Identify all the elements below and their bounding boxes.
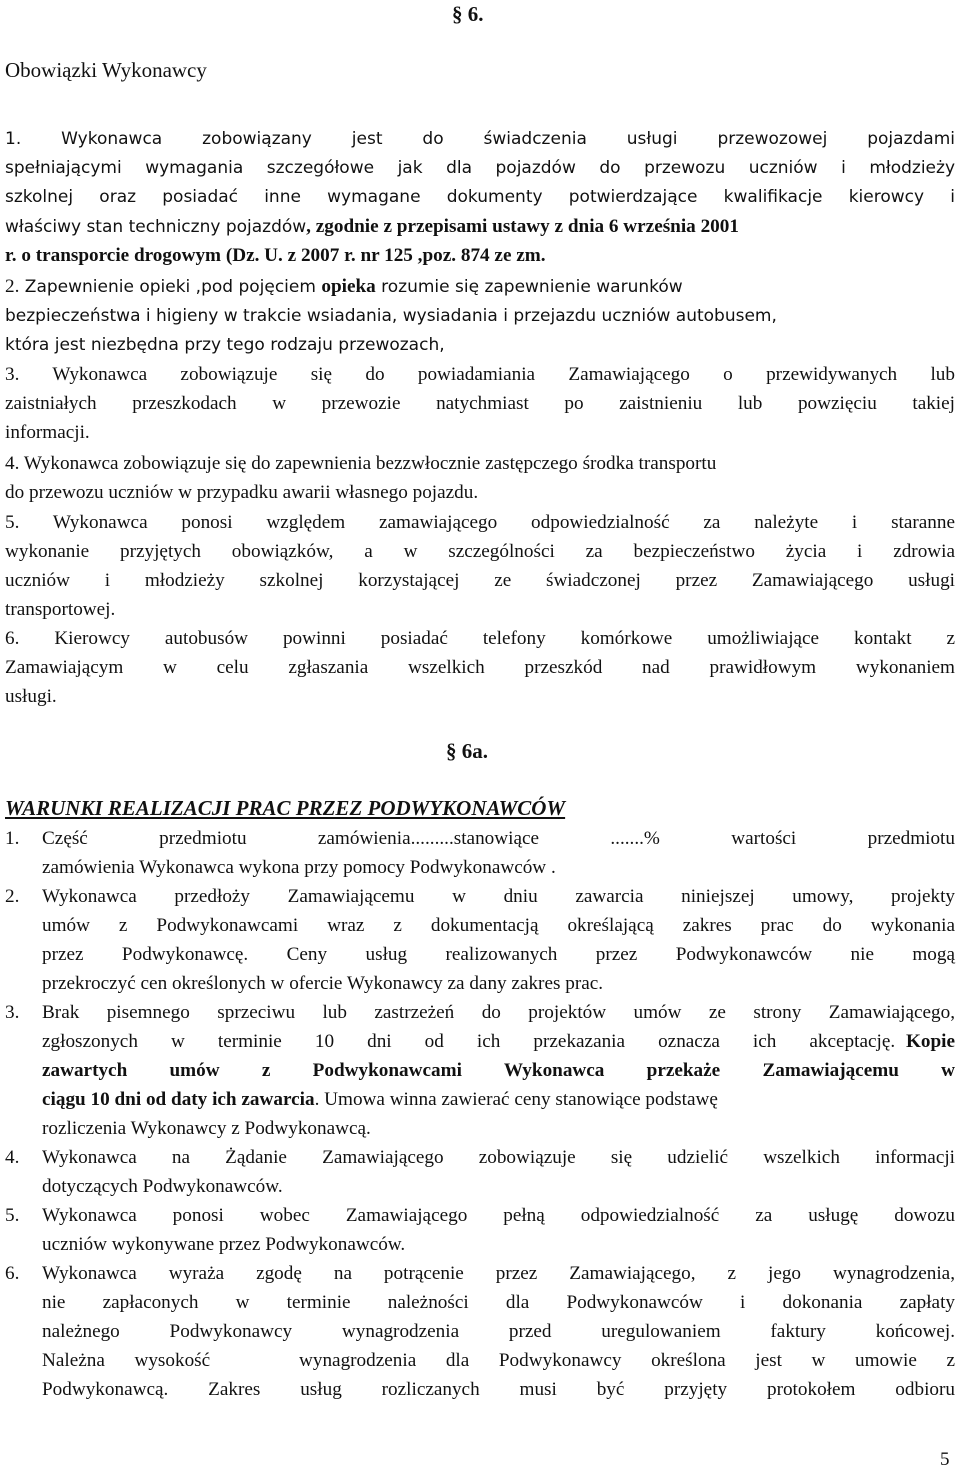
list-item-line: Wykonawca przedłoży Zamawiającemu w dniu zawarcia niniejszej umowy, projekty — [42, 886, 955, 907]
paragraph-2-line — [5, 272, 683, 302]
text-normal: . Umowa winna zawierać ceny stanowiące podstawę — [314, 1089, 718, 1110]
page-number: 5 — [940, 1449, 950, 1470]
paragraph-4-line: do przewozu uczniów w przypadku awarii własnego pojazdu. — [5, 482, 479, 503]
list-item-line: Wykonawca wyraża zgodę na potrącenie przez Zamawiającego, z jego wynagrodzenia, — [42, 1263, 955, 1284]
text-bold: opieka — [321, 276, 376, 297]
list-item-line: zamówienia Wykonawca wykona przy pomocy Podwykonawców . — [42, 857, 556, 878]
list-item-line — [42, 1027, 955, 1056]
list-item-number: 5. — [5, 1205, 20, 1226]
paragraph-1-line — [5, 212, 739, 242]
paragraph-3-line: zaistniałych przeszkodach w przewozie natychmiast po zaistnieniu lub powzięciu takiej — [5, 393, 955, 414]
list-item-line: Wykonawca ponosi wobec Zamawiającego pełną odpowiedzialność za usługę dowozu — [42, 1205, 955, 1226]
list-item-line: rozliczenia Wykonawcy z Podwykonawcą. — [42, 1118, 371, 1139]
paragraph-5-line: uczniów i młodzieży szkolnej korzystającej ze świadczonej przez Zamawiającego usługi — [5, 570, 955, 591]
paragraph-5-line: 5. Wykonawca ponosi względem zamawiającego odpowiedzialność za należyte i staranne — [5, 512, 955, 533]
text-normal: zgłoszonych w terminie 10 dni od ich przekazania oznacza ich akceptację. — [42, 1031, 900, 1052]
list-item-line: umów z Podwykonawcami wraz z dokumentacją określającą zakres prac do wykonania — [42, 915, 955, 936]
list-item-line: przekroczyć cen określonych w ofercie Wykonawcy za dany zakres prac. — [42, 973, 604, 994]
list-item-line: dotyczących Podwykonawców. — [42, 1176, 283, 1197]
paragraph-1-line: r. o transporcie drogowym (Dz. U. z 2007 r. nr 125 ,poz. 874 ze zm. — [5, 245, 546, 266]
list-item-number: 2. — [5, 886, 20, 907]
paragraph-1-line: spełniającymi wymagania szczegółowe jak dla pojazdów do przewozu uczniów i młodzieży — [5, 158, 955, 178]
paragraph-number: 2. — [5, 276, 20, 297]
text-normal: Zapewnienie opieki ,pod pojęciem — [19, 277, 322, 297]
paragraph-6-line: 6. Kierowcy autobusów powinni posiadać telefony komórkowe umożliwiające kontakt z — [5, 628, 955, 649]
list-item-line: Wykonawca na Żądanie Zamawiającego zobowiązuje się udzielić wszelkich informacji — [42, 1147, 955, 1168]
paragraph-2-line: bezpieczeństwa i higieny w trakcie wsiadania, wysiadania i przejazdu uczniów autobusem, — [5, 306, 777, 326]
section-symbol: § 6. — [452, 2, 484, 26]
list-item-line — [42, 1085, 718, 1114]
list-item-line: Podwykonawcą. Zakres usług rozliczanych musi być przyjęty protokołem odbioru — [42, 1379, 955, 1400]
text-bold: ciągu 10 dni od daty ich zawarcia — [42, 1089, 315, 1110]
text-bold: Kopie — [905, 1031, 955, 1052]
list-item-line: Część przedmiotu zamówienia.........stanowiące .......% wartości przedmiotu — [42, 828, 955, 849]
list-item-number: 3. — [5, 1002, 20, 1023]
list-item-line: zawartych umów z Podwykonawcami Wykonawca przekaże Zamawiającemu w — [42, 1060, 955, 1081]
list-item-line: przez Podwykonawcę. Ceny usług realizowanych przez Podwykonawców nie mogą — [42, 944, 955, 965]
paragraph-6-line: Zamawiającym w celu zgłaszania wszelkich przeszkód nad prawidłowym wykonaniem — [5, 657, 955, 678]
list-item-line: Należna wysokość wynagrodzenia dla Podwykonawcy określona jest w umowie z — [42, 1350, 955, 1371]
paragraph-4-line: 4. Wykonawca zobowiązuje się do zapewnienia bezzwłocznie zastępczego środka transportu — [5, 453, 717, 474]
list-item-line: uczniów wykonywane przez Podwykonawców. — [42, 1234, 406, 1255]
paragraph-3-line: informacji. — [5, 422, 90, 443]
list-item-number: 4. — [5, 1147, 20, 1168]
section-heading: WARUNKI REALIZACJI PRAC PRZEZ PODWYKONAWCÓW — [5, 796, 566, 820]
section-symbol: § 6a. — [446, 739, 488, 763]
paragraph-6-line: usługi. — [5, 686, 57, 707]
list-item-line: Brak pisemnego sprzeciwu lub zastrzeżeń do projektów umów ze strony Zamawiającego, — [42, 1002, 955, 1023]
paragraph-1-line: szkolnej oraz posiadać inne wymagane dokumenty potwierdzające kwalifikacje kierowcy i — [5, 187, 955, 207]
list-item-number: 6. — [5, 1263, 20, 1284]
paragraph-5-line: wykonanie przyjętych obowiązków, a w szczególności za bezpieczeństwo życia i zdrowia — [5, 541, 955, 562]
section-heading: Obowiązki Wykonawcy — [5, 58, 207, 82]
text-normal: właściwy stan techniczny pojazdów — [5, 217, 307, 237]
paragraph-2-line: która jest niezbędna przy tego rodzaju przewozach, — [5, 335, 445, 355]
list-item-line: należnego Podwykonawcy wynagrodzenia przed uregulowaniem faktury końcowej. — [42, 1321, 955, 1342]
list-item-number: 1. — [5, 828, 20, 849]
paragraph-3-line: 3. Wykonawca zobowiązuje się do powiadamiania Zamawiającego o przewidywanych lub — [5, 364, 955, 385]
paragraph-1-line: 1. Wykonawca zobowiązany jest do świadczenia usługi przewozowej pojazdami — [5, 129, 955, 149]
paragraph-5-line: transportowej. — [5, 599, 116, 620]
list-item-line: nie zapłaconych w terminie należności dla Podwykonawców i dokonania zapłaty — [42, 1292, 955, 1313]
text-normal: rozumie się zapewnienie warunków — [375, 277, 683, 297]
text-bold: , zgodnie z przepisami ustawy z dnia 6 września 2001 — [306, 216, 739, 237]
